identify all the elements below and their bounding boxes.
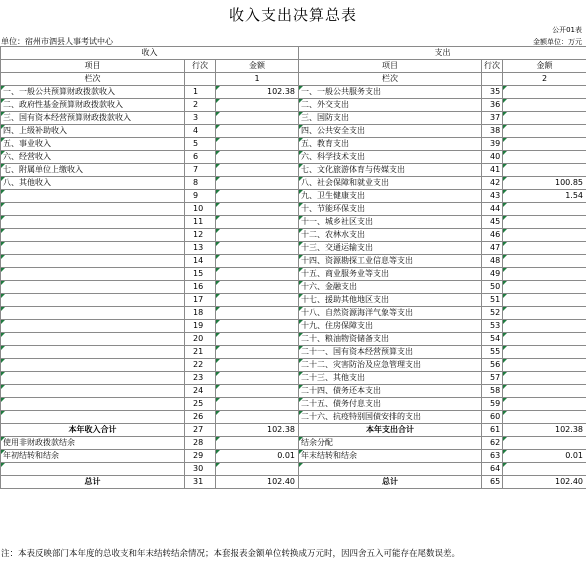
expense-line-no-cell: 35: [482, 86, 503, 99]
income-amount-cell: [216, 242, 299, 255]
income-item-cell: 年初结转和结余: [1, 450, 185, 463]
expense-amount-cell: [503, 164, 586, 177]
expense-line-no-header: 行次: [482, 60, 503, 73]
income-amount-cell: [216, 216, 299, 229]
income-amount-cell: [216, 281, 299, 294]
footnote: 注：本表反映部门本年度的总收支和年末结转结余情况；本套报表金额单位转换成万元时，因四舍五入可能存在尾数误差。: [1, 549, 461, 559]
expense-item-cell: 十一、城乡社区支出: [299, 216, 482, 229]
income-line-no-cell: 26: [185, 411, 216, 424]
income-item-cell: 八、其他收入: [1, 177, 185, 190]
income-item-cell: 四、上级补助收入: [1, 125, 185, 138]
expense-line-no-cell: 60: [482, 411, 503, 424]
expense-item-cell: 十三、交通运输支出: [299, 242, 482, 255]
table-row: [1, 268, 586, 281]
table-row: [1, 437, 586, 450]
expense-line-no-cell: 37: [482, 112, 503, 125]
expense-amount-cell: [503, 99, 586, 112]
expense-item-cell: 九、卫生健康支出: [299, 190, 482, 203]
section-header-row: [1, 47, 586, 60]
income-total-amount: 102.38: [216, 424, 299, 437]
income-line-no-cell: 6: [185, 151, 216, 164]
expense-line-no-cell: 63: [482, 450, 503, 463]
expense-section-header: 支出: [299, 47, 586, 60]
table-row: [1, 320, 586, 333]
column-header-row: [1, 60, 586, 73]
income-section-header: 收入: [1, 47, 299, 60]
expense-line-no-cell: 40: [482, 151, 503, 164]
expense-line-no-cell: 49: [482, 268, 503, 281]
income-amount-cell: [216, 164, 299, 177]
table-row: [1, 385, 586, 398]
table-row: [1, 242, 586, 255]
expense-line-no-cell: 46: [482, 229, 503, 242]
expense-amount-cell: [503, 216, 586, 229]
income-line-no-cell: 11: [185, 216, 216, 229]
table-row: [1, 411, 586, 424]
income-grand-total-line-no: 31: [185, 476, 216, 489]
income-line-no-cell: 10: [185, 203, 216, 216]
expense-line-no-cell: 42: [482, 177, 503, 190]
table-row: [1, 229, 586, 242]
income-line-no-cell: 28: [185, 437, 216, 450]
expense-item-header: 项目: [299, 60, 482, 73]
expense-amount-cell: 100.85: [503, 177, 586, 190]
income-item-cell: 五、事业收入: [1, 138, 185, 151]
table-row: [1, 359, 586, 372]
income-item-cell: 六、经营收入: [1, 151, 185, 164]
income-line-no-cell: 1: [185, 86, 216, 99]
expense-item-cell: 二十四、债务还本支出: [299, 385, 482, 398]
income-item-cell: [1, 372, 185, 385]
table-row: [1, 112, 586, 125]
expense-item-cell: 二十二、灾害防治及应急管理支出: [299, 359, 482, 372]
expense-item-cell: 十七、援助其他地区支出: [299, 294, 482, 307]
income-item-cell: [1, 359, 185, 372]
income-item-cell: 七、附属单位上缴收入: [1, 164, 185, 177]
table-row: [1, 463, 586, 476]
expense-amount-cell: [503, 151, 586, 164]
expense-item-cell: 五、教育支出: [299, 138, 482, 151]
expense-item-cell: 一、一般公共服务支出: [299, 86, 482, 99]
expense-amount-cell: [503, 372, 586, 385]
income-amount-cell: [216, 346, 299, 359]
income-amount-cell: [216, 229, 299, 242]
income-amount-cell: [216, 190, 299, 203]
expense-item-cell: 二十一、国有资本经营预算支出: [299, 346, 482, 359]
income-total-label: 本年收入合计: [1, 424, 185, 437]
table-row: [1, 99, 586, 112]
expense-grand-total-amount: 102.40: [503, 476, 586, 489]
income-item-cell: [1, 281, 185, 294]
income-amount-cell: [216, 255, 299, 268]
income-line-no-cell: 30: [185, 463, 216, 476]
expense-total-amount: 102.38: [503, 424, 586, 437]
expense-item-cell: 二十六、抗疫特别国债安排的支出: [299, 411, 482, 424]
expense-grand-total-label: 总计: [299, 476, 482, 489]
expense-amount-cell: 0.01: [503, 450, 586, 463]
income-line-no-cell: 13: [185, 242, 216, 255]
expense-line-no-cell: 53: [482, 320, 503, 333]
income-line-no-cell: 25: [185, 398, 216, 411]
income-item-header: 项目: [1, 60, 185, 73]
income-amount-cell: [216, 398, 299, 411]
income-amount-header: 金额: [216, 60, 299, 73]
expense-amount-cell: [503, 242, 586, 255]
expense-line-no-cell: 47: [482, 242, 503, 255]
income-amount-cell: [216, 294, 299, 307]
unit-label: 单位：宿州市泗县人事考试中心: [1, 37, 113, 46]
expense-amount-cell: [503, 125, 586, 138]
expense-item-cell: 结余分配: [299, 437, 482, 450]
expense-amount-cell: [503, 385, 586, 398]
income-line-no-cell: 9: [185, 190, 216, 203]
income-line-no-cell: 3: [185, 112, 216, 125]
income-item-cell: 三、国有资本经营预算财政拨款收入: [1, 112, 185, 125]
column-label-row: [1, 73, 586, 86]
expense-item-cell: 二十五、债务付息支出: [299, 398, 482, 411]
income-amount-cell: [216, 112, 299, 125]
grand-total-row: [1, 476, 586, 489]
income-amount-cell: [216, 463, 299, 476]
income-item-cell: 使用非财政拨款结余: [1, 437, 185, 450]
table-row: [1, 177, 586, 190]
income-item-cell: [1, 203, 185, 216]
table-row: [1, 450, 586, 463]
expense-amount-cell: 1.54: [503, 190, 586, 203]
income-item-cell: [1, 320, 185, 333]
income-line-no-cell: 18: [185, 307, 216, 320]
expense-amount-cell: [503, 268, 586, 281]
expense-line-no-cell: 39: [482, 138, 503, 151]
expense-item-cell: 十五、商业服务业等支出: [299, 268, 482, 281]
income-line-no-cell: 23: [185, 372, 216, 385]
expense-line-no-cell: 55: [482, 346, 503, 359]
income-item-cell: [1, 333, 185, 346]
income-line-no-cell: 17: [185, 294, 216, 307]
expense-line-no-cell: 48: [482, 255, 503, 268]
income-item-cell: 二、政府性基金预算财政拨款收入: [1, 99, 185, 112]
expense-item-cell: 十八、自然资源海洋气象等支出: [299, 307, 482, 320]
expense-line-no-cell: 43: [482, 190, 503, 203]
income-line-no-cell: 8: [185, 177, 216, 190]
income-amount-cell: [216, 372, 299, 385]
expense-amount-cell: [503, 255, 586, 268]
income-amount-cell: [216, 268, 299, 281]
expense-column-label: 栏次: [299, 73, 482, 86]
income-item-cell: [1, 463, 185, 476]
income-line-no-cell: 19: [185, 320, 216, 333]
income-item-cell: [1, 268, 185, 281]
income-item-cell: [1, 190, 185, 203]
income-line-no-cell: 29: [185, 450, 216, 463]
expense-line-no-cell: 50: [482, 281, 503, 294]
income-amount-cell: [216, 359, 299, 372]
expense-line-no-cell: 41: [482, 164, 503, 177]
income-line-no-cell: 5: [185, 138, 216, 151]
table-row: [1, 86, 586, 99]
expense-line-no-cell: 56: [482, 359, 503, 372]
income-column-number: 1: [216, 73, 299, 86]
expense-item-cell: 二、外交支出: [299, 99, 482, 112]
income-line-no-cell: 16: [185, 281, 216, 294]
expense-amount-cell: [503, 333, 586, 346]
income-line-no-cell: 2: [185, 99, 216, 112]
income-item-cell: [1, 229, 185, 242]
expense-column-blank: [482, 73, 503, 86]
expense-line-no-cell: 57: [482, 372, 503, 385]
income-line-no-cell: 7: [185, 164, 216, 177]
table-row: [1, 398, 586, 411]
table-row: [1, 294, 586, 307]
income-amount-cell: [216, 151, 299, 164]
expense-item-cell: 十四、资源勘探工业信息等支出: [299, 255, 482, 268]
expense-grand-total-line-no: 65: [482, 476, 503, 489]
expense-line-no-cell: 52: [482, 307, 503, 320]
income-line-no-cell: 4: [185, 125, 216, 138]
table-row: [1, 372, 586, 385]
expense-item-cell: 二十、粮油物资储备支出: [299, 333, 482, 346]
income-line-no-header: 行次: [185, 60, 216, 73]
expense-line-no-cell: 36: [482, 99, 503, 112]
expense-item-cell: 十六、金融支出: [299, 281, 482, 294]
expense-amount-cell: [503, 86, 586, 99]
table-row: [1, 281, 586, 294]
table-row: [1, 216, 586, 229]
income-item-cell: [1, 385, 185, 398]
expense-amount-cell: [503, 320, 586, 333]
expense-total-label: 本年支出合计: [299, 424, 482, 437]
expense-column-number: 2: [503, 73, 586, 86]
expense-amount-cell: [503, 463, 586, 476]
expense-line-no-cell: 45: [482, 216, 503, 229]
table-row: [1, 203, 586, 216]
expense-amount-cell: [503, 229, 586, 242]
income-amount-cell: 102.38: [216, 86, 299, 99]
expense-line-no-cell: 59: [482, 398, 503, 411]
income-total-line-no: 27: [185, 424, 216, 437]
expense-amount-cell: [503, 346, 586, 359]
income-item-cell: [1, 255, 185, 268]
income-line-no-cell: 12: [185, 229, 216, 242]
income-column-label: 栏次: [1, 73, 185, 86]
income-item-cell: [1, 346, 185, 359]
expense-amount-cell: [503, 138, 586, 151]
expense-amount-cell: [503, 398, 586, 411]
expense-amount-cell: [503, 437, 586, 450]
expense-amount-cell: [503, 112, 586, 125]
expense-item-cell: 二十三、其他支出: [299, 372, 482, 385]
income-amount-cell: [216, 99, 299, 112]
annual-total-row: [1, 424, 586, 437]
income-amount-cell: [216, 437, 299, 450]
form-number: 公开01表: [552, 26, 582, 34]
income-item-cell: [1, 307, 185, 320]
table-row: [1, 333, 586, 346]
expense-item-cell: 年末结转和结余: [299, 450, 482, 463]
expense-item-cell: 十二、农林水支出: [299, 229, 482, 242]
expense-amount-cell: [503, 281, 586, 294]
income-amount-cell: [216, 138, 299, 151]
income-line-no-cell: 14: [185, 255, 216, 268]
expense-item-cell: 六、科学技术支出: [299, 151, 482, 164]
expense-item-cell: 十九、住房保障支出: [299, 320, 482, 333]
expense-amount-cell: [503, 307, 586, 320]
expense-total-line-no: 61: [482, 424, 503, 437]
income-item-cell: [1, 411, 185, 424]
expense-line-no-cell: 54: [482, 333, 503, 346]
expense-amount-header: 金额: [503, 60, 586, 73]
expense-amount-cell: [503, 359, 586, 372]
expense-amount-cell: [503, 294, 586, 307]
expense-item-cell: 四、公共安全支出: [299, 125, 482, 138]
income-amount-cell: [216, 125, 299, 138]
income-amount-cell: [216, 177, 299, 190]
table-row: [1, 190, 586, 203]
income-amount-cell: [216, 307, 299, 320]
income-line-no-cell: 24: [185, 385, 216, 398]
income-line-no-cell: 15: [185, 268, 216, 281]
expense-line-no-cell: 58: [482, 385, 503, 398]
expense-item-cell: 三、国防支出: [299, 112, 482, 125]
expense-line-no-cell: 51: [482, 294, 503, 307]
income-item-cell: 一、一般公共预算财政拨款收入: [1, 86, 185, 99]
income-line-no-cell: 20: [185, 333, 216, 346]
table-row: [1, 125, 586, 138]
income-amount-cell: [216, 320, 299, 333]
income-column-blank: [185, 73, 216, 86]
income-amount-cell: [216, 385, 299, 398]
income-amount-cell: [216, 203, 299, 216]
income-line-no-cell: 21: [185, 346, 216, 359]
amount-unit-label: 金额单位：万元: [533, 38, 582, 46]
table-row: [1, 255, 586, 268]
income-item-cell: [1, 242, 185, 255]
income-item-cell: [1, 398, 185, 411]
income-grand-total-amount: 102.40: [216, 476, 299, 489]
income-amount-cell: 0.01: [216, 450, 299, 463]
expense-line-no-cell: 44: [482, 203, 503, 216]
table-row: [1, 307, 586, 320]
income-item-cell: [1, 216, 185, 229]
table-row: [1, 151, 586, 164]
income-amount-cell: [216, 333, 299, 346]
expense-item-cell: 八、社会保障和就业支出: [299, 177, 482, 190]
table-row: [1, 138, 586, 151]
report-title: 收入支出决算总表: [228, 6, 357, 24]
income-amount-cell: [216, 411, 299, 424]
expense-item-cell: [299, 463, 482, 476]
expense-item-cell: 七、文化旅游体育与传媒支出: [299, 164, 482, 177]
expense-amount-cell: [503, 203, 586, 216]
expense-line-no-cell: 64: [482, 463, 503, 476]
table-row: [1, 346, 586, 359]
expense-line-no-cell: 38: [482, 125, 503, 138]
expense-line-no-cell: 62: [482, 437, 503, 450]
income-grand-total-label: 总计: [1, 476, 185, 489]
table-row: [1, 164, 586, 177]
budget-table: [0, 46, 586, 489]
income-item-cell: [1, 294, 185, 307]
expense-amount-cell: [503, 411, 586, 424]
expense-item-cell: 十、节能环保支出: [299, 203, 482, 216]
income-line-no-cell: 22: [185, 359, 216, 372]
